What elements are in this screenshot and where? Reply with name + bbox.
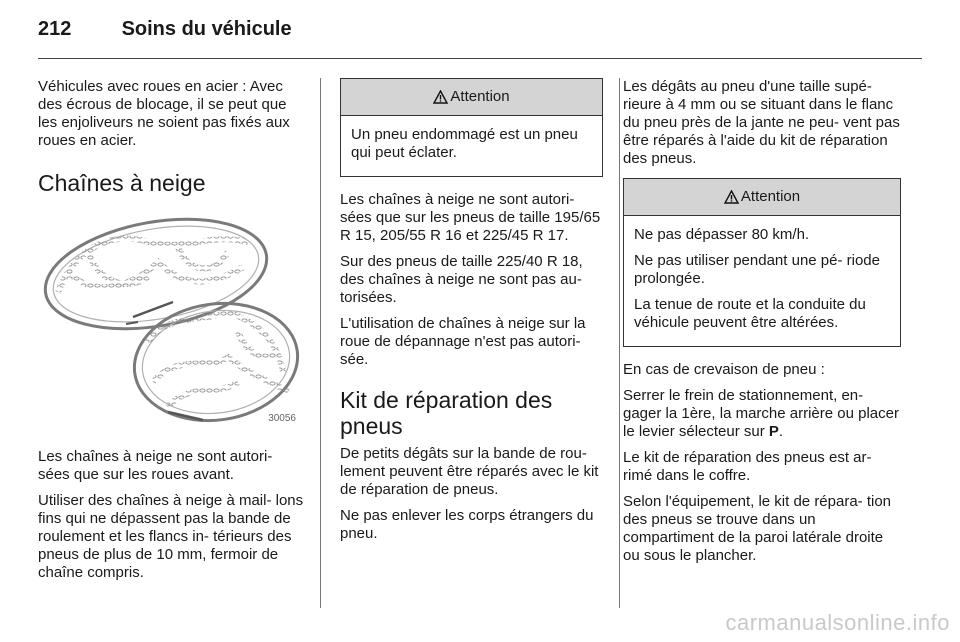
figure-number: 30056 (268, 413, 296, 424)
attention-title: Attention (450, 88, 510, 105)
warning-triangle-icon (433, 90, 448, 104)
paragraph-selector (623, 387, 901, 441)
page-number: 212 (38, 18, 72, 40)
intro-paragraph: Véhicules avec roues en acier : Avec des écrous de blocage, il se peut que les enjoliveurs ne soient pas fixés aux roues en acier. (38, 78, 290, 149)
attention-title: Attention (740, 188, 801, 205)
snow-chain-illustration (38, 212, 300, 430)
attention-box (623, 178, 901, 347)
attention-line: Ne pas utiliser pendant une pé‑ riode prolongée. (634, 252, 880, 287)
paragraph: En cas de crevaison de pneu : (623, 361, 825, 378)
attention-text: Un pneu endommagé est un pneu qui peut éclater. (351, 126, 578, 161)
paragraph: Les dégâts au pneu d'une taille supé‑ rieure à 4 mm ou se situant dans le flanc du pneu près de la jante ne peu‑ vent pas être réparés à l'aide du kit de réparation des pneus. (623, 78, 900, 167)
paragraph-text: . (778, 423, 784, 440)
page-header (38, 18, 292, 41)
attention-box (340, 78, 603, 177)
paragraph: De petits dégâts sur la bande de rou‑ lement peuvent être réparés avec le kit de réparation de pneus. (340, 445, 599, 498)
paragraph: Ne pas enlever les corps étrangers du pneu. (340, 507, 594, 542)
paragraph: Utiliser des chaînes à neige à mail‑ lons fins qui ne dépassent pas la bande de roulement et les flancs in‑ térieurs des pneus de plus de 10 mm, fermoir de chaîne compris. (38, 492, 304, 581)
header-rule (38, 58, 922, 59)
section-heading-repair-kit: Kit de réparation des pneus (340, 387, 553, 439)
attention-body (341, 116, 602, 176)
attention-header (624, 179, 900, 216)
paragraph: Les chaînes à neige ne sont autori‑ sées que sur les pneus de taille 195/65 R 15, 205/55 R 16 et 225/45 R 17. (340, 191, 601, 244)
column-left (38, 78, 304, 590)
column-right (623, 78, 901, 573)
watermark: carmanualsonline.info (725, 610, 950, 635)
paragraph: Sur des pneus de taille 225/40 R 18, des chaînes à neige ne sont pas au‑ torisées. (340, 253, 583, 306)
paragraph-text: Serrer le frein de stationnement, en‑ gager la 1ère, la marche arrière ou placer le levier sélecteur sur (623, 387, 899, 440)
attention-line: La tenue de route et la conduite du véhicule peuvent être altérées. (634, 296, 866, 331)
paragraph: Les chaînes à neige ne sont autori‑ sées que sur les roues avant. (38, 448, 273, 483)
page-title: Soins du véhicule (121, 18, 292, 40)
paragraph: Le kit de réparation des pneus est ar‑ rimé dans le coffre. (623, 449, 872, 484)
column-divider (320, 78, 321, 608)
section-heading-snow-chains: Chaînes à neige (38, 170, 206, 196)
attention-body (624, 216, 900, 346)
column-divider (619, 78, 620, 608)
gear-position-p: P (768, 423, 779, 440)
snow-chain-figure (38, 212, 300, 430)
column-middle (340, 78, 603, 551)
paragraph: Selon l'équipement, le kit de répara‑ tion des pneus se trouve dans un compartiment de la paroi latérale droite ou sous le plancher. (623, 493, 892, 564)
attention-line: Ne pas dépasser 80 km/h. (634, 226, 810, 243)
attention-header (341, 79, 602, 116)
warning-triangle-icon (724, 190, 739, 204)
paragraph: L'utilisation de chaînes à neige sur la roue de dépannage n'est pas autori‑ sée. (340, 315, 586, 368)
